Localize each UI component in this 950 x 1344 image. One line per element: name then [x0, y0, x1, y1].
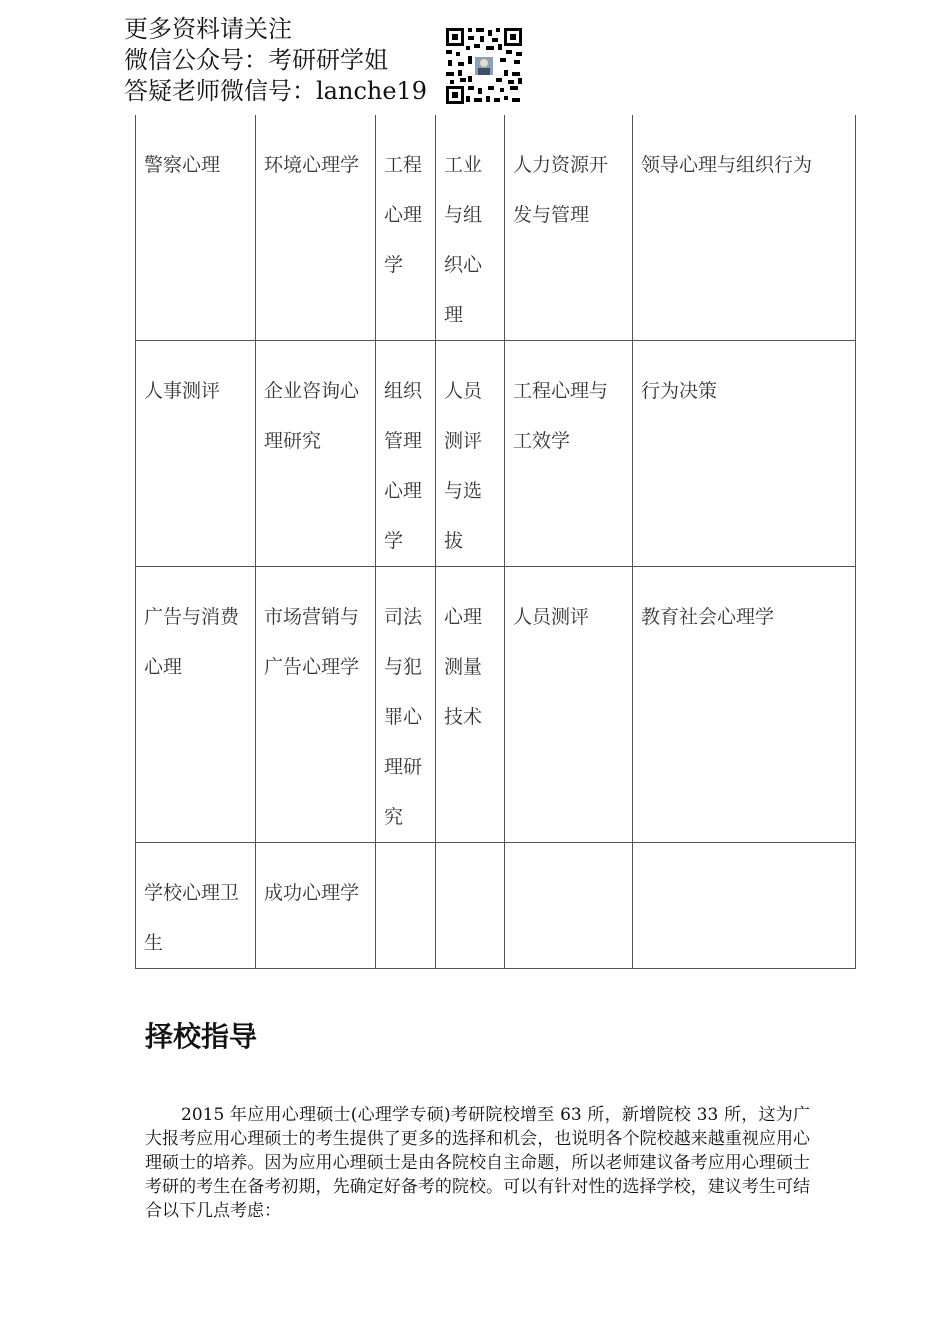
table-cell: [436, 843, 505, 969]
table-cell: 人员测评: [505, 567, 633, 843]
table-cell: [376, 843, 436, 969]
table-cell: 广告与消费心理: [136, 567, 256, 843]
table-cell: 工业与组织心理: [436, 115, 505, 341]
table-cell: 组织管理心理学: [376, 341, 436, 567]
table-cell: 警察心理: [136, 115, 256, 341]
table-cell: 人员测评与选拔: [436, 341, 505, 567]
table-cell: 领导心理与组织行为: [633, 115, 856, 341]
table-cell: 企业咨询心理研究: [256, 341, 376, 567]
table-row: [136, 341, 856, 567]
table-cell: 教育社会心理学: [633, 567, 856, 843]
header-line-2: 微信公众号：考研研学姐: [124, 46, 388, 74]
header-line-1: 更多资料请关注: [124, 15, 292, 43]
header-line-3: 答疑老师微信号：lanche19: [124, 77, 428, 105]
table-cell: 工程心理学: [376, 115, 436, 341]
table-cell: 工程心理与工效学: [505, 341, 633, 567]
table-cell: 心理测量技术: [436, 567, 505, 843]
table-row: [136, 567, 856, 843]
table-cell: 市场营销与广告心理学: [256, 567, 376, 843]
table-cell: [505, 843, 633, 969]
body-paragraph: 2015 年应用心理硕士(心理学专硕)考研院校增至 63 所，新增院校 33 所，这为广大报考应用心理硕士的考生提供了更多的选择和机会，也说明各个院校越来越重视应用心理硕士的培养。因为应用心理硕士是由各院校自主命题，所以老师建议备考应用心理硕士考研的考生在备考初期，先确定好备考的院校。可以有针对性的选择学校，建议考生可结合以下几点考虑：: [145, 1105, 810, 1221]
table-cell: 成功心理学: [256, 843, 376, 969]
table-cell: 人力资源开发与管理: [505, 115, 633, 341]
table-row: [136, 115, 856, 341]
table-cell: 行为决策: [633, 341, 856, 567]
table-cell: 环境心理学: [256, 115, 376, 341]
table-cell: 人事测评: [136, 341, 256, 567]
qr-code-icon: [444, 26, 524, 106]
course-table: [135, 115, 856, 969]
table-row: [136, 843, 856, 969]
table-cell: 司法与犯罪心理研究: [376, 567, 436, 843]
header-contact: [124, 14, 427, 107]
section-title: 择校指导: [145, 1020, 258, 1053]
table-cell: 学校心理卫生: [136, 843, 256, 969]
table-cell: [633, 843, 856, 969]
